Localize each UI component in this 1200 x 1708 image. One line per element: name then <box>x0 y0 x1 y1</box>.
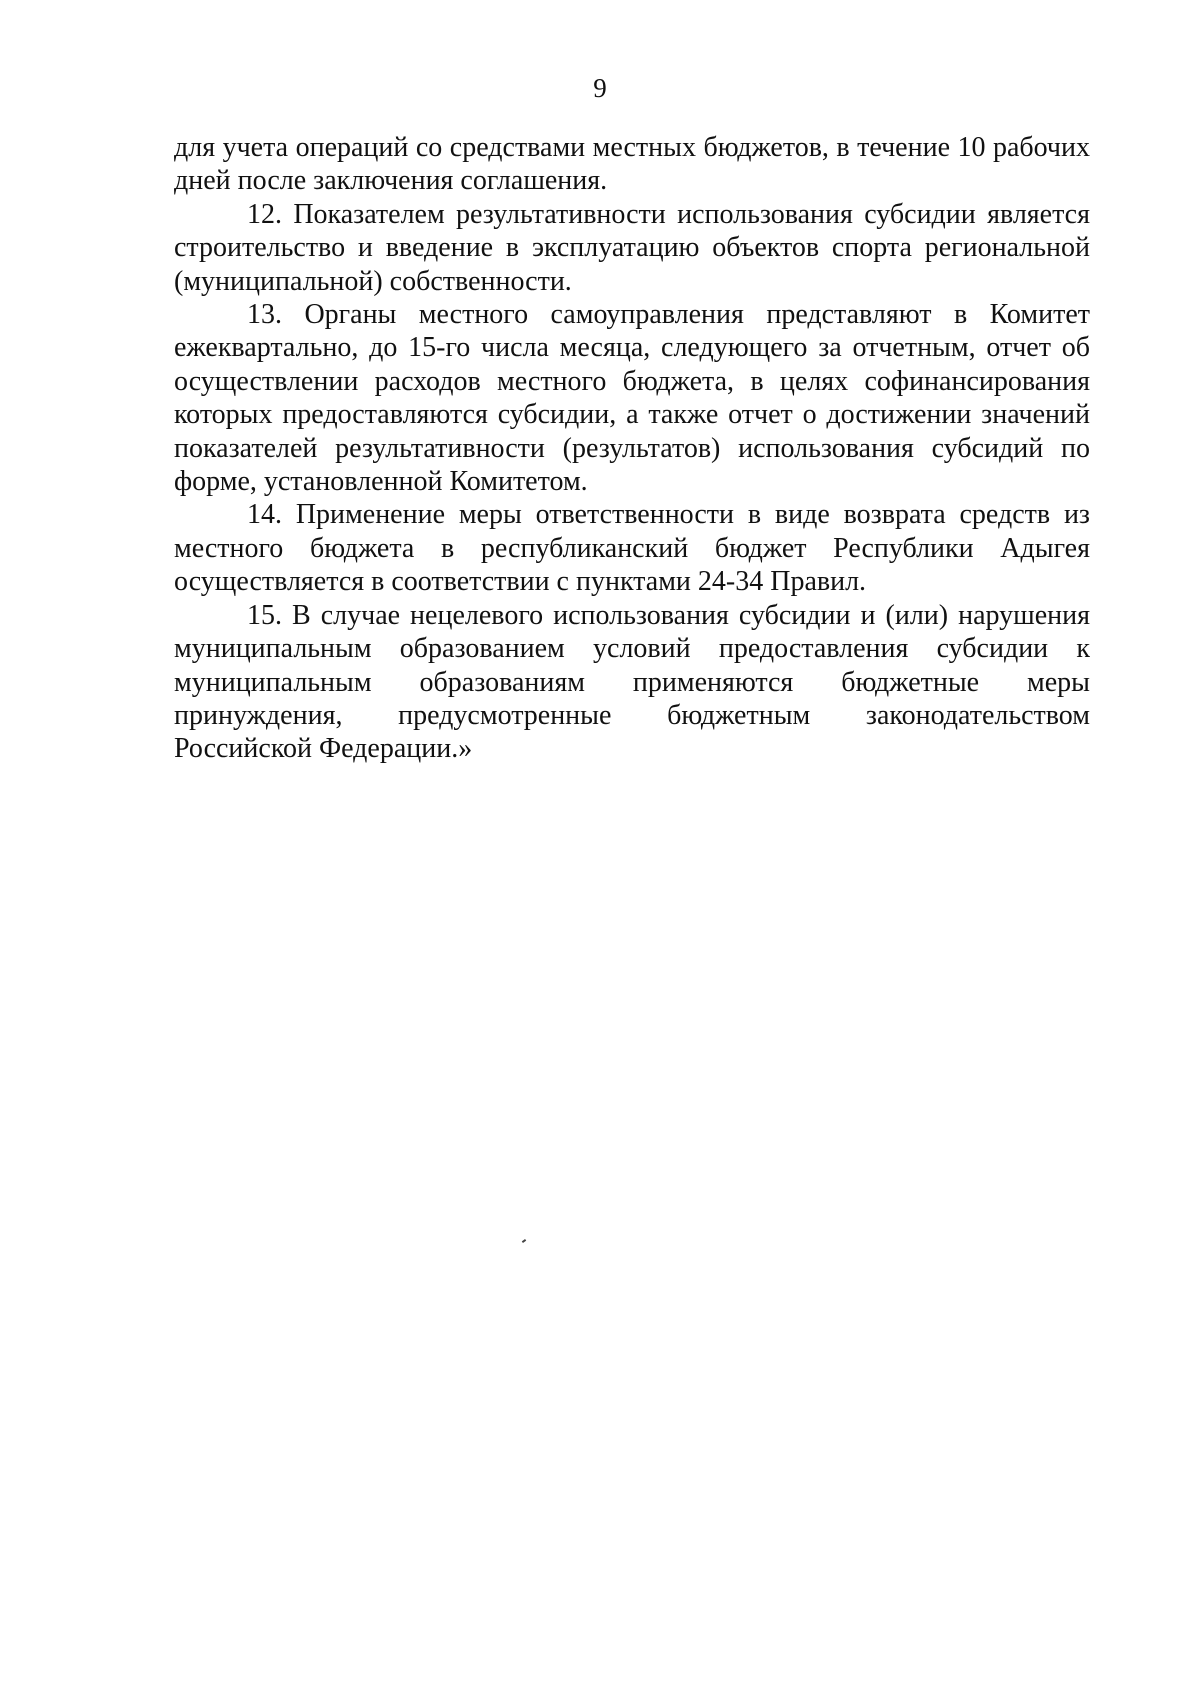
paragraph-14: 14. Применение меры ответственности в виде возврата средств из местного бюджета в республиканский бюджет Республики Адыгея осуществляется в соответствии с пунктами 24-34 Правил. <box>174 499 1090 598</box>
paragraph-15-end: Российской Федерации.» <box>174 733 473 765</box>
document-body <box>174 131 1090 766</box>
paragraph-13: 13. Органы местного самоуправления представляют в Комитет ежеквартально, до 15-го числа месяца, следующего за отчетным, отчет об осуществлении расходов местного бюджета, в целях софинансирования которых предоставляются субсидии, а также отчет о достижении значений показателей результативности (результатов) использования субсидий по форме, установленной Комитетом. <box>174 299 1090 498</box>
scan-speck <box>522 1239 526 1243</box>
paragraph-12: 12. Показателем результативности использования субсидии является строительство и введение в эксплуатацию объектов спорта региональной (муниципальной) собственности. <box>174 198 1090 297</box>
paragraph-15: 15. В случае нецелевого использования субсидии и (или) нарушения муниципальным образованием условий предоставления субсидии к муниципальным образованиям применяются бюджетные меры принуждения, предусмотренные бюджетным законодательством <box>174 599 1090 731</box>
page-number: 9 <box>593 73 607 103</box>
paragraph-continuation: для учета операций со средствами местных бюджетов, в течение 10 рабочих дней после заключения соглашения. <box>174 132 1090 197</box>
